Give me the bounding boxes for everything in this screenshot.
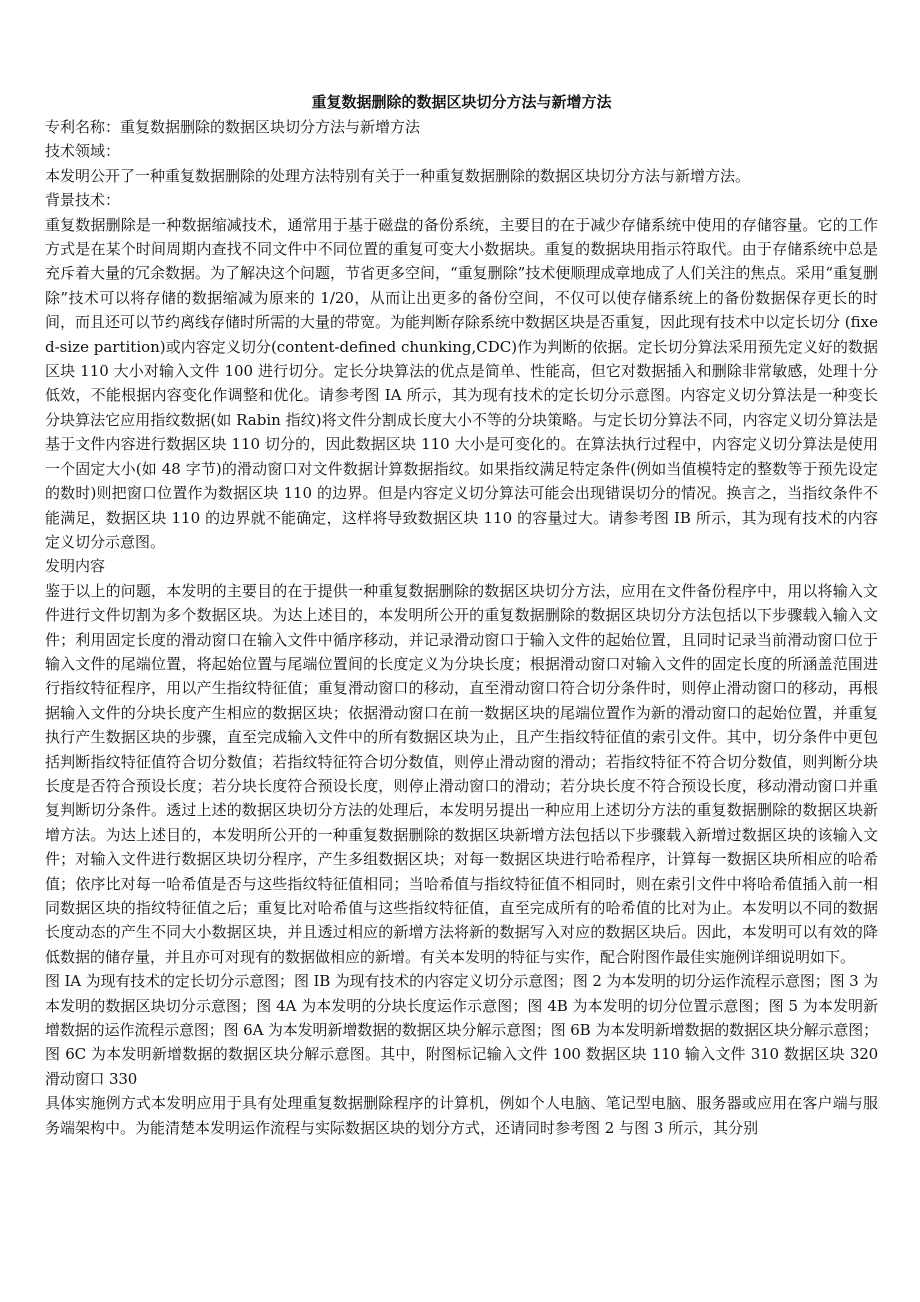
- document-page: [45, 90, 878, 1140]
- field-text: 本发明公开了一种重复数据删除的处理方法特别有关于一种重复数据删除的数据区块切分方法与新增方法。: [45, 166, 751, 185]
- figures-text: 图 IA 为现有技术的定长切分示意图；图 IB 为现有技术的内容定义切分示意图；图 2 为本发明的切分运作流程示意图；图 3 为本发明的数据区块切分示意图；图 4A 为本发明的分块长度运作示意图；图 4B 为本发明的切分位置示意图；图 5 为本发明新增数据的运作流程示意图；图 6A 为本发明新增数据的数据区块分解示意图；图 6B 为本发明新增数据的数据区块分解示意图；图 6C 为本发明新增数据的数据区块分解示意图。其中，附图标记输入文件 100 数据区块 110 输入文件 310 数据区块 320 滑动窗口 330: [45, 972, 878, 1088]
- invention-heading: 发明内容: [45, 557, 106, 576]
- document-title: 重复数据删除的数据区块切分方法与新增方法: [311, 93, 612, 111]
- background-text: 重复数据删除是一种数据缩减技术，通常用于基于磁盘的备份系统，主要目的在于减少存储系统中使用的存储容量。它的工作方式是在某个时间周期内查找不同文件中不同位置的重复可变大小数据块。重复的数据块用指示符取代。由于存储系统中总是充斥着大量的冗余数据。为了解决这个问题，节省更多空间，“重复删除”技术便顺理成章地成了人们关注的焦点。采用“重复删除”技术可以将存储的数据缩减为原来的 1/20，从而让出更多的备份空间，不仅可以使存储系统上的备份数据保存更长的时间，而且还可以节约离线存储时所需的大量的带宽。为能判断存除系统中数据区块是否重复，因此现有技术中以定长切分 (fixed-size partition)或内容定义切分(content-defined chunking,CDC)作为判断的依据。定长切分算法采用预先定义好的数据区块 110 大小对输入文件 100 进行切分。定长分块算法的优点是简单、性能高，但它对数据插入和删除非常敏感，处理十分低效，不能根据内容变化作调整和优化。请参考图 IA 所示，其为现有技术的定长切分示意图。内容定义切分算法是一种变长分块算法它应用指纹数据(如 Rabin 指纹)将文件分割成长度大小不等的分块策略。与定长切分算法不同，内容定义切分算法是基于文件内容进行数据区块 110 切分的，因此数据区块 110 大小是可变化的。在算法执行过程中，内容定义切分算法是使用一个固定大小(如 48 字节)的滑动窗口对文件数据计算数据指纹。如果指纹满足特定条件(例如当值模特定的整数等于预先设定的数时)则把窗口位置作为数据区块 110 的边界。但是内容定义切分算法可能会出现错误切分的情况。换言之，当指纹条件不能满足，数据区块 110 的边界就不能确定，这样将导致数据区块 110 的容量过大。请参考图 IB 所示，其为现有技术的内容定义切分示意图。: [45, 215, 879, 551]
- invention-text: 鉴于以上的问题，本发明的主要目的在于提供一种重复数据删除的数据区块切分方法，应用在文件备份程序中，用以将输入文件进行文件切割为多个数据区块。为达上述目的，本发明所公开的重复数据删除的数据区块切分方法包括以下步骤载入输入文件；利用固定长度的滑动窗口在输入文件中循序移动，并记录滑动窗口于输入文件的起始位置，且同时记录当前滑动窗口位于输入文件的尾端位置，将起始位置与尾端位置间的长度定义为分块长度；根据滑动窗口对输入文件的固定长度的所涵盖范围进行指纹特征程序，用以产生指纹特征值；重复滑动窗口的移动，直至滑动窗口符合切分条件时，则停止滑动窗口的移动，再根据输入文件的分块长度产生相应的数据区块；依据滑动窗口在前一数据区块的尾端位置作为新的滑动窗口的起始位置，并重复执行产生数据区块的步骤，直至完成输入文件中的所有数据区块为止，且产生指纹特征值的索引文件。其中，切分条件中更包括判断指纹特征值符合切分数值；若指纹特征符合切分数值，则停止滑动窗的滑动；若指纹特征不符合切分数值，则判断分块长度是否符合预设长度；若分块长度符合预设长度，则停止滑动窗口的滑动；若分块长度不符合预设长度，移动滑动窗口并重复判断切分条件。透过上述的数据区块切分方法的处理后，本发明另提出一种应用上述切分方法的重复数据删除的数据区块新增方法。为达上述目的，本发明所公开的一种重复数据删除的数据区块新增方法包括以下步骤载入新增过数据区块的该输入文件；对输入文件进行数据区块切分程序，产生多组数据区块；对每一数据区块进行哈希程序，计算每一数据区块所相应的哈希值；依序比对每一哈希值是否与这些指纹特征值相同；当哈希值与指纹特征值不相同时，则在索引文件中将哈希值插入前一相同数据区块的指纹特征值之后；重复比对哈希值与这些指纹特征值，直至完成所有的哈希值的比对为止。本发明以不同的数据长度动态的产生不同大小数据区块，并且透过相应的新增方法将新的数据写入对应的数据区块后。因此，本发明可以有效的降低数据的储存量，并且亦可对现有的数据做相应的新增。有关本发明的特征与实作，配合附图作最佳实施例详细说明如下。: [45, 581, 878, 966]
- background-heading: 背景技术：: [45, 191, 121, 210]
- field-heading: 技术领域：: [45, 142, 121, 161]
- patent-name: 专利名称：重复数据删除的数据区块切分方法与新增方法: [45, 118, 421, 136]
- embodiment-text: 具体实施例方式本发明应用于具有处理重复数据删除程序的计算机，例如个人电脑、笔记型电脑、服务器或应用在客户端与服务端架构中。为能清楚本发明运作流程与实际数据区块的划分方式，还请同时参考图 2 与图 3 所示，其分别: [45, 1094, 878, 1137]
